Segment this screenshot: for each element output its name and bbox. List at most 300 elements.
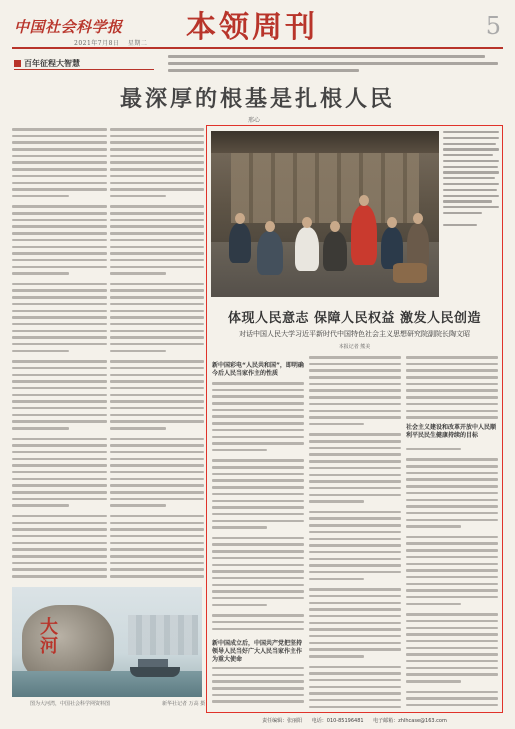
text-line [12,522,107,525]
text-line [406,525,461,528]
text-line [12,471,107,474]
text-line [309,416,401,419]
text-line [110,175,204,178]
rock-inscription: 大河 [37,617,58,655]
text-line [406,620,498,623]
text-line [406,416,498,419]
text-line [406,492,498,495]
text-line [212,409,304,412]
text-line [406,563,498,566]
text-line [110,478,204,481]
text-line [406,512,498,515]
column-label [14,58,80,69]
text-line [110,360,204,363]
text-line [406,627,498,630]
text-line [212,442,304,445]
text-line [212,537,304,540]
text-line [212,436,304,439]
text-line [12,323,107,326]
text-line [309,642,401,645]
text-line [212,500,304,503]
text-line [212,422,304,425]
text-line [12,498,107,501]
text-line [212,577,304,580]
text-line [212,584,304,587]
text-line [406,396,498,399]
text-line [309,500,364,503]
text-line [212,564,304,567]
text-line [212,479,304,482]
text-line [12,438,107,441]
footer-email: 电子邮箱：zhlhcase@163.com [373,718,447,724]
text-line [309,383,401,386]
text-line [12,135,107,138]
text-line [212,389,304,392]
text-line [12,148,107,151]
text-line [406,697,498,700]
text-line [12,394,107,397]
text-line [12,182,107,185]
text-line [110,195,166,198]
text-line [110,252,204,255]
text-line [110,135,204,138]
text-line [406,704,498,707]
text-line [110,562,204,565]
section-head-3: 社会主义建设和改革开放中人民顺利平民民生健康持续的目标 [406,424,497,439]
text-line [309,363,401,366]
text-line [110,266,204,269]
text-line [110,148,204,151]
text-line [406,505,498,508]
text-line [12,504,69,507]
text-line [406,583,498,586]
text-line [309,524,401,527]
text-line [309,551,401,554]
text-line [12,387,107,390]
text-line [309,403,401,406]
text-line [309,453,401,456]
edition-title: 本领周刊 [186,10,318,45]
text-line [12,161,107,164]
text-line [309,666,401,669]
text-line [309,396,401,399]
text-line [110,387,204,390]
text-line [12,491,107,494]
weekday-text: 星期二 [127,40,148,47]
text-line [12,478,107,481]
text-line [110,374,204,377]
text-line [110,427,166,430]
text-line [110,414,204,417]
text-line [212,694,304,697]
text-line [12,175,107,178]
footer-editor: 责任编辑：张丽阳 [262,718,303,724]
text-line [212,557,304,560]
text-line [212,493,304,496]
text-line [309,692,401,695]
text-line [110,504,166,507]
text-line [212,395,304,398]
text-line [406,383,498,386]
text-line [309,487,401,490]
text-line [406,376,498,379]
text-line [309,558,401,561]
text-line [12,380,107,383]
text-line [212,597,304,600]
text-line [212,466,304,469]
text-line [309,376,401,379]
text-line [12,360,107,363]
text-line [309,564,401,567]
text-line [110,259,204,262]
newspaper-logo: 中国社会科学报 [14,18,123,36]
text-line [406,478,498,481]
text-line [406,403,498,406]
text-line [212,674,304,677]
column-marker-icon [14,60,21,67]
text-line [309,467,401,470]
text-line [406,356,498,359]
text-line [406,647,498,650]
text-line [406,589,498,592]
text-line [212,628,304,631]
text-line [406,603,461,606]
text-line [110,535,204,538]
text-line [12,212,107,215]
text-line [12,141,107,144]
text-line [110,542,204,545]
text-line [309,447,401,450]
text-line [212,621,304,624]
masthead [0,0,515,48]
text-line [12,350,69,353]
text-line [309,686,401,689]
text-line [309,433,401,436]
text-line [406,549,498,552]
text-line [12,464,107,467]
text-line [212,486,304,489]
text-line [110,205,204,208]
text-line [110,444,204,447]
text-line [12,548,107,551]
text-line [12,414,107,417]
text-line [12,303,107,306]
text-line [309,672,401,675]
feature-author: 本报记者 熊美 [338,344,371,350]
text-line [110,498,204,501]
text-line [406,448,461,451]
text-line [212,382,304,385]
text-line [212,543,304,546]
text-line [110,296,204,299]
text-line [309,622,401,625]
text-line [110,225,204,228]
text-line [212,614,304,617]
text-line [212,590,304,593]
text-line [309,511,401,514]
text-line [12,575,107,578]
text-line [110,420,204,423]
text-line [309,389,401,392]
text-line [12,259,107,262]
text-line [110,528,204,531]
text-line [212,680,304,683]
text-line [110,323,204,326]
text-line [406,691,498,694]
text-line [110,394,204,397]
text-line [12,310,107,313]
feature-body-column-3 [406,356,498,711]
text-line [12,219,107,222]
text-line [309,517,401,520]
text-line [110,289,204,292]
text-line [110,303,204,306]
text-line [309,578,364,581]
text-line [212,449,267,452]
text-line [309,369,401,372]
text-line [406,576,498,579]
text-line [406,458,498,461]
text-line [12,296,107,299]
text-line [110,484,204,487]
text-line [309,538,401,541]
text-line [110,451,204,454]
text-line [406,640,498,643]
text-line [309,595,401,598]
text-line [406,410,498,413]
text-line [12,407,107,410]
text-line [406,680,461,683]
main-byline: 邢心 [248,117,261,124]
text-line [12,458,107,461]
text-line [12,420,107,423]
text-line [110,330,204,333]
text-line [12,195,69,198]
text-line [406,389,498,392]
text-line [110,464,204,467]
text-line [309,423,364,426]
text-line [110,575,204,578]
text-line [12,168,107,171]
text-line [406,465,498,468]
text-line [12,444,107,447]
text-line [12,272,69,275]
text-line [110,161,204,164]
text-line [12,128,107,131]
text-line [110,458,204,461]
dateline [74,38,153,47]
text-line [110,343,204,346]
text-line [309,531,401,534]
text-line [309,494,401,497]
text-line [12,562,107,565]
text-line [406,667,498,670]
text-line [12,232,107,235]
text-line [406,499,498,502]
text-line [309,706,401,709]
text-line [12,239,107,242]
column-rule [14,69,154,70]
text-line [309,635,401,638]
section-head-1: 新中国彩电“人民共和国”，即明确今后人民当家作主的性质 [212,362,304,377]
text-line [110,283,204,286]
text-line [406,613,498,616]
text-line [12,528,107,531]
text-line [212,459,304,462]
text-line [12,283,107,286]
text-line [212,415,304,418]
left-photo-credit: 新华社记者 万高 摄 [162,701,206,707]
text-line [212,570,304,573]
text-line [309,699,401,702]
text-line [212,550,304,553]
text-line [212,667,304,670]
text-line [12,343,107,346]
text-line [110,471,204,474]
feature-photo-caption [443,131,499,230]
text-line [406,369,498,372]
text-line [110,522,204,525]
text-line [406,519,498,522]
text-line [12,225,107,228]
text-line [12,515,107,518]
left-photo-caption: 图为大河湾，中国社会科学网资料图 [30,701,111,707]
article-body-column-1 [12,128,107,582]
feature-subheadline: 对话中国人民大学习近平新时代中国特色社会主义思想研究院副院长陶文昭 [239,330,470,338]
text-line [110,400,204,403]
text-line [406,485,498,488]
text-line [110,336,204,339]
text-line [212,526,267,529]
text-line [309,655,364,658]
footer-phone: 电话：010-85196481 [311,718,364,724]
text-line [212,687,304,690]
text-line [110,182,204,185]
left-photo [12,587,202,697]
text-line [12,205,107,208]
text-line [12,451,107,454]
text-line [110,212,204,215]
text-line [406,536,498,539]
text-line [110,568,204,571]
text-line [110,380,204,383]
feature-headline: 体现人民意志 保障人民权益 激发人民创造 [227,311,482,326]
text-line [110,367,204,370]
text-line [309,588,401,591]
main-headline: 最深厚的根基是扎根人民 [119,86,395,112]
text-line [12,316,107,319]
text-line [110,555,204,558]
text-line [406,673,498,676]
text-line [110,316,204,319]
text-line [12,266,107,269]
text-line [12,535,107,538]
text-line [309,628,401,631]
column-label-text: 百年征程大智慧 [24,59,80,68]
article-body-column-2 [110,128,204,582]
text-line [110,168,204,171]
text-line [212,429,304,432]
text-line [12,336,107,339]
text-line [406,472,498,475]
text-line [309,679,401,682]
text-line [212,520,304,523]
text-line [110,407,204,410]
text-line [110,128,204,131]
text-line [406,542,498,545]
text-line [406,596,498,599]
text-line [309,356,401,359]
text-line [110,310,204,313]
text-line [110,438,204,441]
text-line [406,653,498,656]
text-line [212,700,304,703]
text-line [406,569,498,572]
feature-body-column-2 [309,356,401,712]
text-line [12,289,107,292]
text-line [12,246,107,249]
text-line [212,604,267,607]
text-line [309,602,401,605]
masthead-rule [12,47,503,49]
text-line [212,473,304,476]
text-line [309,474,401,477]
text-line [406,556,498,559]
feature-photo [211,131,439,297]
page-number: 5 [485,12,501,40]
text-line [12,484,107,487]
text-line [110,232,204,235]
text-line [406,660,498,663]
text-line [110,272,166,275]
text-line [309,410,401,413]
text-line [406,633,498,636]
text-line [12,568,107,571]
header-blurb [168,55,498,76]
text-line [309,608,401,611]
text-line [110,239,204,242]
text-line [212,506,304,509]
text-line [12,374,107,377]
text-line [110,350,166,353]
text-line [309,480,401,483]
text-line [406,363,498,366]
text-line [110,219,204,222]
text-line [212,402,304,405]
text-line [12,155,107,158]
text-line [309,571,401,574]
text-line [12,427,69,430]
text-line [110,141,204,144]
boat [130,667,180,677]
text-line [110,548,204,551]
text-line [309,648,401,651]
text-line [12,367,107,370]
text-line [309,440,401,443]
date-text: 2021年7月8日 [74,40,120,47]
text-line [309,544,401,547]
text-line [110,246,204,249]
text-line [12,252,107,255]
text-line [12,400,107,403]
section-head-2: 新中国成立后，中国共产党把坚持领导人民当好广大人民当家作主作为重大使命 [212,640,303,663]
text-line [309,460,401,463]
text-line [12,555,107,558]
text-line [12,188,107,191]
text-line [110,155,204,158]
text-line [12,330,107,333]
text-line [110,515,204,518]
